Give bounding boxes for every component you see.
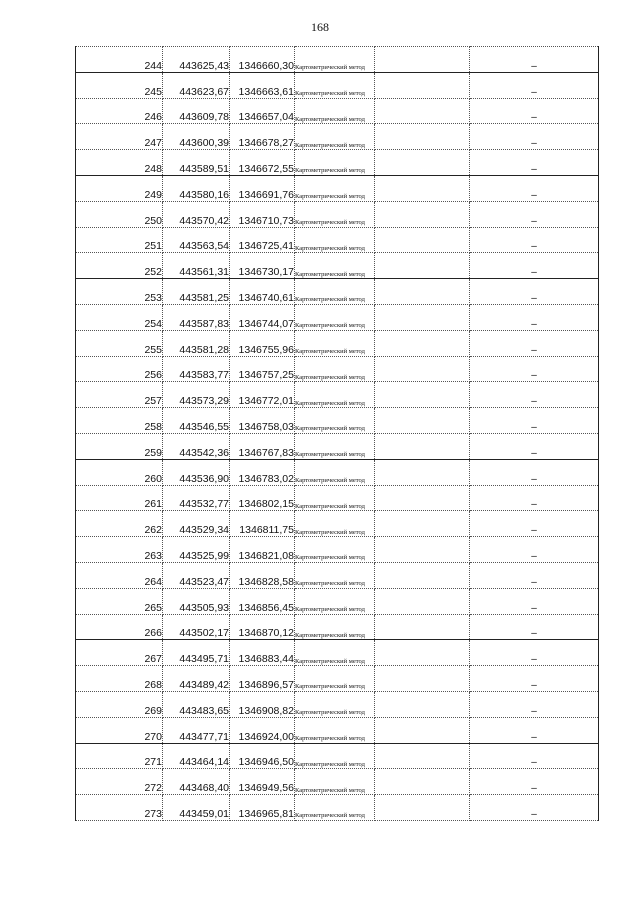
point-number-cell: 269 — [76, 691, 163, 717]
table-row — [76, 253, 599, 279]
y-coordinate-cell: 1346663,61 — [230, 72, 295, 98]
note-cell: – — [470, 743, 599, 769]
method-cell: Картометрический метод — [295, 408, 375, 434]
empty-cell — [375, 743, 470, 769]
method-cell: Картометрический метод — [295, 511, 375, 537]
empty-cell — [375, 227, 470, 253]
note-cell: – — [470, 769, 599, 795]
table-row — [76, 640, 599, 666]
y-coordinate-cell: 1346856,45 — [230, 588, 295, 614]
point-number-cell: 261 — [76, 485, 163, 511]
empty-cell — [375, 98, 470, 124]
point-number-cell: 264 — [76, 562, 163, 588]
method-cell: Картометрический метод — [295, 175, 375, 201]
empty-cell — [375, 795, 470, 821]
y-coordinate-cell: 1346821,08 — [230, 537, 295, 563]
x-coordinate-cell: 443587,83 — [163, 304, 230, 330]
point-number-cell: 248 — [76, 150, 163, 176]
method-cell: Картометрический метод — [295, 743, 375, 769]
x-coordinate-cell: 443536,90 — [163, 459, 230, 485]
point-number-cell: 256 — [76, 356, 163, 382]
table-row — [76, 666, 599, 692]
method-cell: Картометрический метод — [295, 124, 375, 150]
point-number-cell: 272 — [76, 769, 163, 795]
note-cell: – — [470, 691, 599, 717]
note-cell: – — [470, 382, 599, 408]
note-cell: – — [470, 614, 599, 640]
x-coordinate-cell: 443583,77 — [163, 356, 230, 382]
table-row — [76, 279, 599, 305]
x-coordinate-cell: 443529,34 — [163, 511, 230, 537]
note-cell: – — [470, 537, 599, 563]
note-cell: – — [470, 175, 599, 201]
table-row — [76, 175, 599, 201]
point-number-cell: 245 — [76, 72, 163, 98]
empty-cell — [375, 433, 470, 459]
point-number-cell: 266 — [76, 614, 163, 640]
method-cell: Картометрический метод — [295, 485, 375, 511]
method-cell: Картометрический метод — [295, 537, 375, 563]
empty-cell — [375, 175, 470, 201]
y-coordinate-cell: 1346660,30 — [230, 47, 295, 73]
table-row — [76, 382, 599, 408]
table-row — [76, 511, 599, 537]
empty-cell — [375, 330, 470, 356]
point-number-cell: 249 — [76, 175, 163, 201]
empty-cell — [375, 304, 470, 330]
point-number-cell: 268 — [76, 666, 163, 692]
method-cell: Картометрический метод — [295, 98, 375, 124]
y-coordinate-cell: 1346811,75 — [230, 511, 295, 537]
x-coordinate-cell: 443546,55 — [163, 408, 230, 434]
x-coordinate-cell: 443489,42 — [163, 666, 230, 692]
x-coordinate-cell: 443459,01 — [163, 795, 230, 821]
note-cell: – — [470, 47, 599, 73]
y-coordinate-cell: 1346946,50 — [230, 743, 295, 769]
method-cell: Картометрический метод — [295, 330, 375, 356]
empty-cell — [375, 588, 470, 614]
note-cell: – — [470, 279, 599, 305]
note-cell: – — [470, 98, 599, 124]
x-coordinate-cell: 443561,31 — [163, 253, 230, 279]
point-number-cell: 246 — [76, 98, 163, 124]
empty-cell — [375, 459, 470, 485]
method-cell: Картометрический метод — [295, 382, 375, 408]
empty-cell — [375, 511, 470, 537]
x-coordinate-cell: 443563,54 — [163, 227, 230, 253]
x-coordinate-cell: 443468,40 — [163, 769, 230, 795]
y-coordinate-cell: 1346657,04 — [230, 98, 295, 124]
x-coordinate-cell: 443580,16 — [163, 175, 230, 201]
empty-cell — [375, 72, 470, 98]
empty-cell — [375, 640, 470, 666]
y-coordinate-cell: 1346725,41 — [230, 227, 295, 253]
y-coordinate-cell: 1346758,03 — [230, 408, 295, 434]
y-coordinate-cell: 1346744,07 — [230, 304, 295, 330]
empty-cell — [375, 201, 470, 227]
x-coordinate-cell: 443502,17 — [163, 614, 230, 640]
table-row — [76, 124, 599, 150]
method-cell: Картометрический метод — [295, 769, 375, 795]
point-number-cell: 263 — [76, 537, 163, 563]
y-coordinate-cell: 1346965,81 — [230, 795, 295, 821]
note-cell: – — [470, 511, 599, 537]
note-cell: – — [470, 330, 599, 356]
x-coordinate-cell: 443573,29 — [163, 382, 230, 408]
y-coordinate-cell: 1346691,76 — [230, 175, 295, 201]
note-cell: – — [470, 253, 599, 279]
x-coordinate-cell: 443581,28 — [163, 330, 230, 356]
empty-cell — [375, 47, 470, 73]
method-cell: Картометрический метод — [295, 691, 375, 717]
y-coordinate-cell: 1346710,73 — [230, 201, 295, 227]
x-coordinate-cell: 443600,39 — [163, 124, 230, 150]
y-coordinate-cell: 1346949,56 — [230, 769, 295, 795]
method-cell: Картометрический метод — [295, 588, 375, 614]
method-cell: Картометрический метод — [295, 459, 375, 485]
table-row — [76, 330, 599, 356]
note-cell: – — [470, 717, 599, 743]
point-number-cell: 259 — [76, 433, 163, 459]
point-number-cell: 247 — [76, 124, 163, 150]
table-row — [76, 408, 599, 434]
method-cell: Картометрический метод — [295, 72, 375, 98]
table-row — [76, 98, 599, 124]
table-row — [76, 743, 599, 769]
method-cell: Картометрический метод — [295, 47, 375, 73]
method-cell: Картометрический метод — [295, 433, 375, 459]
note-cell: – — [470, 485, 599, 511]
empty-cell — [375, 356, 470, 382]
table-row — [76, 150, 599, 176]
y-coordinate-cell: 1346783,02 — [230, 459, 295, 485]
method-cell: Картометрический метод — [295, 150, 375, 176]
note-cell: – — [470, 666, 599, 692]
y-coordinate-cell: 1346772,01 — [230, 382, 295, 408]
point-number-cell: 244 — [76, 47, 163, 73]
page-number: 168 — [311, 20, 329, 34]
method-cell: Картометрический метод — [295, 640, 375, 666]
note-cell: – — [470, 408, 599, 434]
y-coordinate-cell: 1346896,57 — [230, 666, 295, 692]
point-number-cell: 252 — [76, 253, 163, 279]
note-cell: – — [470, 124, 599, 150]
point-number-cell: 251 — [76, 227, 163, 253]
method-cell: Картометрический метод — [295, 717, 375, 743]
y-coordinate-cell: 1346740,61 — [230, 279, 295, 305]
table-row — [76, 795, 599, 821]
point-number-cell: 270 — [76, 717, 163, 743]
point-number-cell: 258 — [76, 408, 163, 434]
y-coordinate-cell: 1346924,00 — [230, 717, 295, 743]
point-number-cell: 255 — [76, 330, 163, 356]
x-coordinate-cell: 443464,14 — [163, 743, 230, 769]
table-row — [76, 433, 599, 459]
method-cell: Картометрический метод — [295, 279, 375, 305]
y-coordinate-cell: 1346802,15 — [230, 485, 295, 511]
y-coordinate-cell: 1346757,25 — [230, 356, 295, 382]
point-number-cell: 265 — [76, 588, 163, 614]
empty-cell — [375, 562, 470, 588]
table-row — [76, 459, 599, 485]
note-cell: – — [470, 795, 599, 821]
table-row — [76, 227, 599, 253]
point-number-cell: 253 — [76, 279, 163, 305]
table-row — [76, 356, 599, 382]
note-cell: – — [470, 433, 599, 459]
note-cell: – — [470, 588, 599, 614]
empty-cell — [375, 614, 470, 640]
method-cell: Картометрический метод — [295, 304, 375, 330]
point-number-cell: 250 — [76, 201, 163, 227]
empty-cell — [375, 279, 470, 305]
x-coordinate-cell: 443532,77 — [163, 485, 230, 511]
point-number-cell: 273 — [76, 795, 163, 821]
method-cell: Картометрический метод — [295, 562, 375, 588]
x-coordinate-cell: 443525,99 — [163, 537, 230, 563]
empty-cell — [375, 666, 470, 692]
method-cell: Картометрический метод — [295, 795, 375, 821]
x-coordinate-cell: 443623,67 — [163, 72, 230, 98]
method-cell: Картометрический метод — [295, 253, 375, 279]
x-coordinate-cell: 443589,51 — [163, 150, 230, 176]
note-cell: – — [470, 72, 599, 98]
note-cell: – — [470, 640, 599, 666]
method-cell: Картометрический метод — [295, 227, 375, 253]
note-cell: – — [470, 227, 599, 253]
x-coordinate-cell: 443581,25 — [163, 279, 230, 305]
x-coordinate-cell: 443570,42 — [163, 201, 230, 227]
empty-cell — [375, 537, 470, 563]
y-coordinate-cell: 1346755,96 — [230, 330, 295, 356]
note-cell: – — [470, 201, 599, 227]
empty-cell — [375, 124, 470, 150]
empty-cell — [375, 253, 470, 279]
table-row — [76, 717, 599, 743]
x-coordinate-cell: 443483,65 — [163, 691, 230, 717]
x-coordinate-cell: 443625,43 — [163, 47, 230, 73]
table-row — [76, 72, 599, 98]
point-number-cell: 254 — [76, 304, 163, 330]
table-row — [76, 537, 599, 563]
method-cell: Картометрический метод — [295, 666, 375, 692]
empty-cell — [375, 717, 470, 743]
y-coordinate-cell: 1346730,17 — [230, 253, 295, 279]
empty-cell — [375, 408, 470, 434]
x-coordinate-cell: 443495,71 — [163, 640, 230, 666]
table-row — [76, 588, 599, 614]
empty-cell — [375, 691, 470, 717]
coordinates-table — [75, 46, 599, 821]
y-coordinate-cell: 1346678,27 — [230, 124, 295, 150]
table-row — [76, 562, 599, 588]
method-cell: Картометрический метод — [295, 201, 375, 227]
note-cell: – — [470, 459, 599, 485]
x-coordinate-cell: 443505,93 — [163, 588, 230, 614]
note-cell: – — [470, 562, 599, 588]
method-cell: Картометрический метод — [295, 356, 375, 382]
method-cell: Картометрический метод — [295, 614, 375, 640]
y-coordinate-cell: 1346883,44 — [230, 640, 295, 666]
y-coordinate-cell: 1346870,12 — [230, 614, 295, 640]
table-row — [76, 614, 599, 640]
point-number-cell: 257 — [76, 382, 163, 408]
point-number-cell: 262 — [76, 511, 163, 537]
x-coordinate-cell: 443477,71 — [163, 717, 230, 743]
x-coordinate-cell: 443609,78 — [163, 98, 230, 124]
y-coordinate-cell: 1346672,55 — [230, 150, 295, 176]
table-row — [76, 691, 599, 717]
table-row — [76, 304, 599, 330]
note-cell: – — [470, 150, 599, 176]
x-coordinate-cell: 443542,36 — [163, 433, 230, 459]
empty-cell — [375, 769, 470, 795]
empty-cell — [375, 150, 470, 176]
y-coordinate-cell: 1346767,83 — [230, 433, 295, 459]
table-row — [76, 769, 599, 795]
empty-cell — [375, 485, 470, 511]
table-row — [76, 47, 599, 73]
y-coordinate-cell: 1346908,82 — [230, 691, 295, 717]
note-cell: – — [470, 304, 599, 330]
table-row — [76, 485, 599, 511]
point-number-cell: 267 — [76, 640, 163, 666]
note-cell: – — [470, 356, 599, 382]
point-number-cell: 271 — [76, 743, 163, 769]
empty-cell — [375, 382, 470, 408]
table-row — [76, 201, 599, 227]
x-coordinate-cell: 443523,47 — [163, 562, 230, 588]
point-number-cell: 260 — [76, 459, 163, 485]
y-coordinate-cell: 1346828,58 — [230, 562, 295, 588]
